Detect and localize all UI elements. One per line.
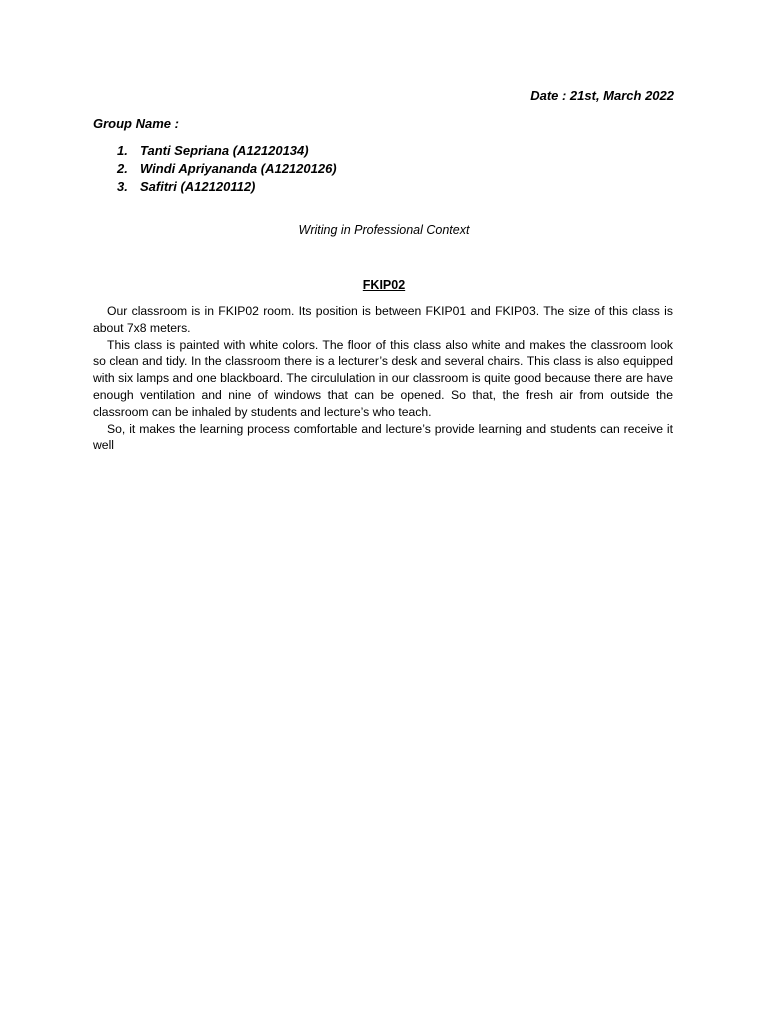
section-title: FKIP02 [362,278,406,292]
list-item [117,160,337,178]
course-title: Writing in Professional Context [298,223,470,237]
paragraph: Our classroom is in FKIP02 room. Its position is between FKIP01 and FKIP03. The size of this class is about 7x8 meters. [93,304,673,335]
document-date: Date : 21st, March 2022 [530,88,674,103]
paragraph: So, it makes the learning process comfortable and lecture’s provide learning and students can receive it well [93,421,673,453]
list-number: 2. [117,161,128,176]
list-number: 3. [117,179,128,194]
list-item [117,178,337,196]
member-list [117,142,337,196]
member-name: Tanti Sepriana (A12120134) [140,143,309,158]
paragraph: This class is painted with white colors. The floor of this class also white and makes the classroom look so clean and tidy. In the classroom there is a lecturer’s desk and several chairs. This class is also equipped with six lamps and one blackboard. The circululation in our classroom is quite good because there are have enough ventilation and nine of windows that can be opened. So that, the fresh air from outside the classroom can be inhaled by students and lecture’s who teach. [93,337,673,419]
body-text [93,303,673,454]
member-name: Safitri (A12120112) [140,179,256,194]
list-number: 1. [117,143,128,158]
member-name: Windi Apriyananda (A12120126) [140,161,337,176]
list-item [117,142,337,160]
group-name-label: Group Name : [93,116,179,131]
